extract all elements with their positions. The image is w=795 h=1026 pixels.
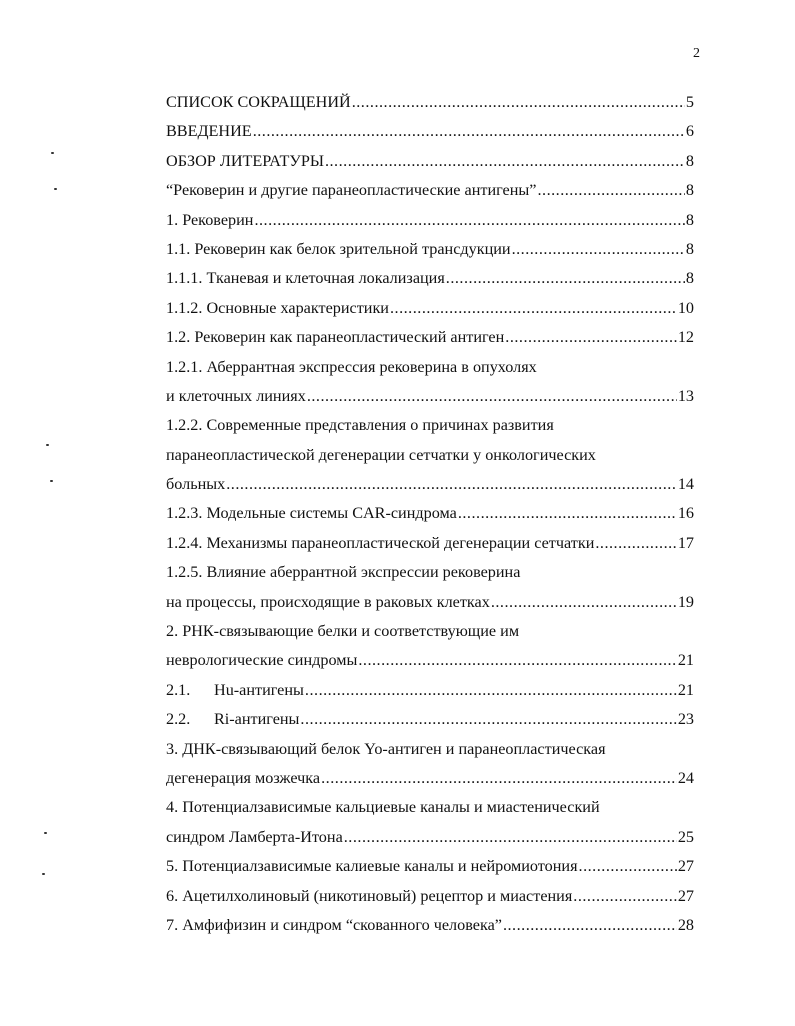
toc-entry: [166, 264, 694, 293]
toc-leader-dots: [491, 588, 677, 617]
toc-entry: [166, 823, 694, 852]
toc-entry-title: 6. Ацетилхолиновый (никотиновый) рецептор и миастения: [166, 886, 573, 905]
toc-entry-number: 2.2.: [166, 710, 191, 729]
toc-leader-dots: [358, 646, 676, 675]
toc-entry: [166, 441, 694, 470]
toc-entry-title: 3. ДНК-связывающий белок Yo-антиген и паранеопластическая: [166, 739, 606, 758]
toc-entry: [166, 735, 694, 764]
toc-entry-page: 13: [677, 386, 694, 405]
scan-speck: [50, 480, 53, 482]
toc-entry: [166, 588, 694, 617]
toc-entry-title: 4. Потенциалзависимые кальциевые каналы и миастенический: [166, 798, 600, 817]
toc-entry-page: 6: [685, 122, 694, 141]
toc-leader-dots: [352, 88, 685, 117]
toc-leader-dots: [254, 206, 684, 235]
toc-entry: [166, 705, 694, 734]
toc-entry-title: 1.1.2. Основные характеристики: [166, 298, 389, 317]
toc-entry-page: 5: [685, 93, 694, 111]
toc-leader-dots: [573, 882, 677, 911]
toc-entry: [166, 911, 694, 940]
scan-speck: [51, 152, 54, 154]
toc-entry: [166, 470, 694, 499]
toc-entry-page: 27: [677, 886, 694, 905]
toc-entry-title: 1.1.1. Тканевая и клеточная локализация: [166, 269, 445, 288]
toc-leader-dots: [537, 176, 684, 205]
toc-entry-title: синдром Ламберта-Итона: [166, 827, 343, 846]
toc-entry-number: 2.1.: [166, 680, 191, 699]
toc-entry: [166, 558, 694, 587]
toc-leader-dots: [505, 323, 677, 352]
toc-entry-page: 12: [677, 328, 694, 347]
toc-entry: [166, 206, 694, 235]
toc-entry-title: больных: [166, 475, 226, 494]
toc-entry-page: 27: [677, 857, 694, 876]
toc-entry-page: 8: [685, 181, 694, 200]
toc-entry-page: 10: [677, 298, 694, 317]
toc-entry: [166, 646, 694, 675]
table-of-contents: [166, 88, 694, 940]
toc-entry-title: и клеточных линиях: [166, 386, 306, 405]
toc-entry-page: 25: [677, 827, 694, 846]
toc-leader-dots: [344, 823, 677, 852]
toc-leader-dots: [325, 147, 685, 176]
toc-entry-title: 2. РНК-связывающие белки и соответствующие им: [166, 622, 520, 641]
toc-entry: [166, 117, 694, 146]
toc-entry-title: 1.2.2. Современные представления о причинах развития: [166, 416, 554, 435]
toc-entry-title: ОБЗОР ЛИТЕРАТУРЫ: [166, 151, 324, 170]
toc-leader-dots: [226, 470, 677, 499]
toc-entry-title: 5. Потенциалзависимые калиевые каналы и нейромиотония: [166, 857, 578, 876]
scan-speck: [54, 188, 57, 190]
toc-entry-page: 8: [685, 239, 694, 258]
toc-entry-title: 1.2.1. Аберрантная экспрессия рековерина в опухолях: [166, 357, 537, 376]
toc-entry-title: 1.2.4. Механизмы паранеопластической дегенерации сетчатки: [166, 533, 595, 552]
toc-entry: [166, 617, 694, 646]
toc-entry-page: 16: [677, 504, 694, 523]
toc-entry: [166, 294, 694, 323]
scan-speck: [42, 873, 45, 875]
scan-speck: [44, 832, 47, 834]
toc-entry-title: 1.2.3. Модельные системы CAR-синдрома: [166, 504, 457, 523]
page-number: 2: [693, 46, 700, 61]
toc-leader-dots: [503, 911, 677, 940]
toc-leader-dots: [307, 382, 677, 411]
toc-leader-dots: [458, 499, 677, 528]
toc-entry: [166, 235, 694, 264]
toc-leader-dots: [321, 764, 677, 793]
toc-leader-dots: [305, 676, 677, 705]
toc-entry: [166, 353, 694, 382]
toc-entry: [166, 88, 694, 117]
toc-entry: [166, 323, 694, 352]
toc-entry: [166, 852, 694, 881]
toc-entry-title: на процессы, происходящие в раковых клетках: [166, 592, 490, 611]
toc-entry-title: “Рековерин и другие паранеопластические антигены”: [166, 181, 537, 200]
toc-entry-title: 1.2.5. Влияние аберрантной экспрессии рековерина: [166, 563, 521, 582]
toc-entry-page: 28: [677, 915, 694, 934]
toc-entry-title: Hu-антигены: [214, 680, 304, 699]
toc-entry-page: 8: [685, 269, 694, 288]
toc-entry: [166, 793, 694, 822]
toc-entry-page: 8: [685, 151, 694, 170]
scan-speck: [46, 444, 49, 446]
toc-entry: [166, 382, 694, 411]
toc-entry: [166, 882, 694, 911]
toc-entry-title: 1.1. Рековерин как белок зрительной трансдукции: [166, 239, 511, 258]
toc-entry: [166, 676, 694, 705]
toc-leader-dots: [446, 264, 685, 293]
toc-entry: [166, 147, 694, 176]
toc-entry-page: 19: [677, 592, 694, 611]
toc-entry: [166, 764, 694, 793]
toc-leader-dots: [300, 705, 676, 734]
toc-leader-dots: [253, 117, 685, 146]
toc-leader-dots: [390, 294, 677, 323]
toc-entry-title: СПИСОК СОКРАЩЕНИЙ: [166, 93, 351, 111]
toc-entry-page: 23: [677, 710, 694, 729]
toc-entry-page: 17: [677, 533, 694, 552]
toc-entry: [166, 499, 694, 528]
toc-entry-title: ВВЕДЕНИЕ: [166, 122, 252, 141]
toc-entry: [166, 411, 694, 440]
toc-entry-title: 7. Амфифизин и синдром “скованного человека”: [166, 915, 502, 934]
toc-entry: [166, 529, 694, 558]
toc-entry-title: 1. Рековерин: [166, 210, 254, 229]
toc-entry-page: 21: [677, 651, 694, 670]
toc-entry-page: 8: [685, 210, 694, 229]
toc-entry-title: Ri-антигены: [214, 710, 300, 729]
toc-entry-title: дегенерация мозжечка: [166, 768, 321, 787]
toc-entry-title: 1.2. Рековерин как паранеопластический антиген: [166, 328, 505, 347]
toc-leader-dots: [579, 852, 677, 881]
toc-entry-title: неврологические синдромы: [166, 651, 358, 670]
toc-leader-dots: [595, 529, 676, 558]
toc-entry-page: 21: [677, 680, 694, 699]
toc-leader-dots: [512, 235, 685, 264]
toc-entry-page: 14: [677, 475, 694, 494]
toc-entry: [166, 176, 694, 205]
toc-entry-page: 24: [677, 768, 694, 787]
toc-entry-title: паранеопластической дегенерации сетчатки у онкологических: [166, 445, 596, 464]
